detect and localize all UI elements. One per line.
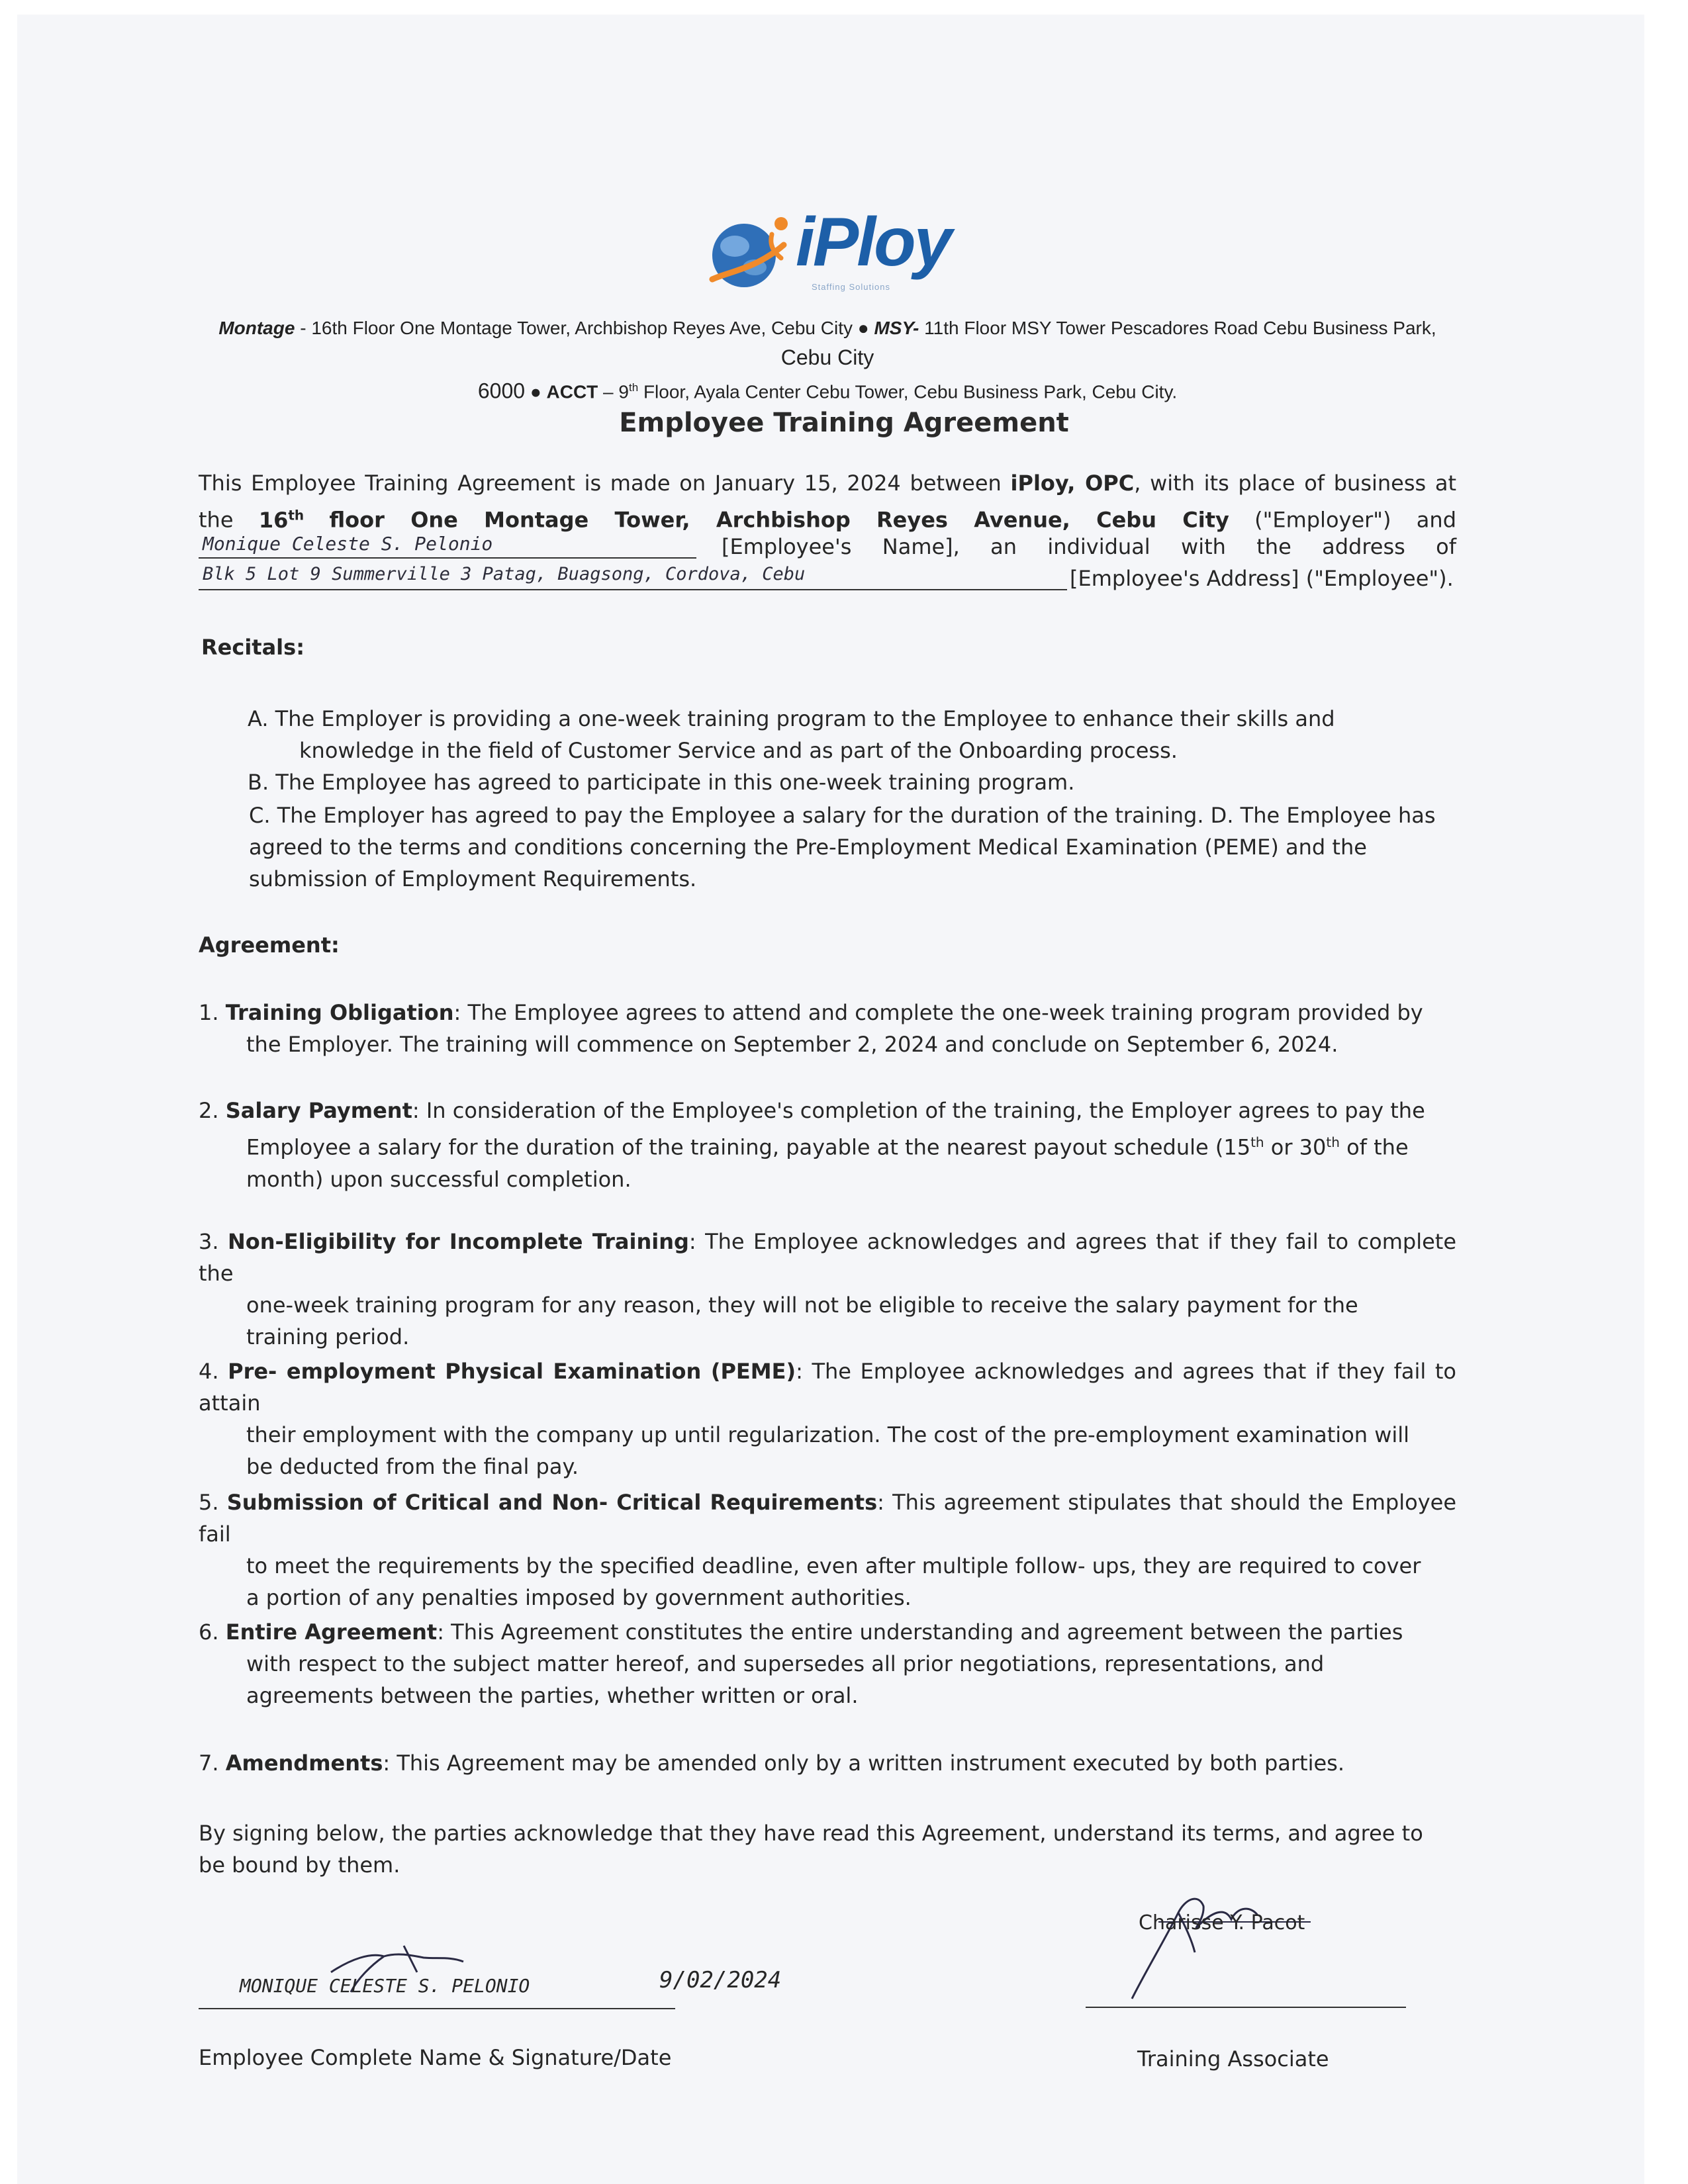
item-title: Amendments xyxy=(225,1751,383,1776)
employee-signature-line xyxy=(199,2008,675,2009)
item-number: 1. xyxy=(199,1000,226,1025)
item-continuation: or 30 xyxy=(1264,1134,1327,1160)
intro-floor-sup: th xyxy=(288,507,305,523)
item-text: : The Employee acknowledges and agrees that if they fail to complete the xyxy=(199,1229,1457,1286)
item-continuation: their employment with the company up until regularization. The cost of the pre-employment examination will xyxy=(246,1422,1410,1447)
recital-b: B. The Employee has agreed to participate in this one-week training program. xyxy=(248,770,1075,795)
item-continuation: to meet the requirements by the specified deadline, even after multiple follow- ups, they are required to cover xyxy=(246,1553,1421,1578)
recital-c-1: C. The Employer has agreed to pay the Employee a salary for the duration of the training. D. The Employee has xyxy=(249,803,1436,828)
intro-employer-name: iPloy, OPC xyxy=(1010,471,1135,496)
recital-c-3: submission of Employment Requirements. xyxy=(249,866,697,891)
employee-address-handwritten: Blk 5 Lot 9 Summerville 3 Patag, Buagsong, Cordova, Cebu xyxy=(203,564,806,584)
address-acct-text-2: Floor, Ayala Center Cebu Tower, Cebu Business Park, Cebu City. xyxy=(638,381,1178,402)
recital-a-1: A. The Employer is providing a one-week training program to the Employee to enhance their skills and xyxy=(248,706,1335,731)
item-title: Submission of Critical and Non- Critical Requirements xyxy=(226,1490,878,1515)
item-number: 6. xyxy=(199,1619,226,1645)
agreement-heading: Agreement: xyxy=(199,933,340,958)
item-number: 3. xyxy=(199,1229,228,1254)
intro-text-c: , with its place of business at xyxy=(1134,471,1457,496)
address-acct-label: ACCT xyxy=(546,381,598,402)
employee-address-line xyxy=(199,589,1067,590)
address-acct-text-1: – 9 xyxy=(598,381,629,402)
item-continuation: one-week training program for any reason, they will not be eligible to receive the salary payment for the xyxy=(246,1293,1358,1318)
address-acct-sup: th xyxy=(628,381,639,394)
associate-signature-scribble xyxy=(1119,1886,1317,2005)
employee-name-signature: MONIQUE CELESTE S. PELONIO xyxy=(240,1975,530,1997)
item-continuation: training period. xyxy=(246,1324,410,1349)
item-title: Entire Agreement xyxy=(225,1619,438,1645)
item-continuation: a portion of any penalties imposed by government authorities. xyxy=(246,1585,912,1610)
logo-wordmark: iPloy xyxy=(796,204,951,281)
document-title: Employee Training Agreement xyxy=(619,408,1069,438)
item-number: 5. xyxy=(199,1490,227,1515)
address-msy-text: 11th Floor MSY Tower Pescadores Road Cebu Business Park, xyxy=(919,318,1436,338)
item-continuation: the Employer. The training will commence on September 2, 2024 and conclude on September 6, 2024. xyxy=(246,1032,1338,1057)
item-text: : This Agreement may be amended only by a written instrument executed by both parties. xyxy=(383,1751,1344,1776)
item-continuation: Employee a salary for the duration of the training, payable at the nearest payout schedule (15 xyxy=(246,1134,1251,1160)
intro-text-a: This Employee Training Agreement is made on January 15, 2024 between xyxy=(199,471,1011,496)
item-text: : The Employee agrees to attend and complete the one-week training program provided by xyxy=(453,1000,1423,1025)
intro-line-1 xyxy=(199,467,1456,499)
item-title: Salary Payment xyxy=(225,1098,412,1123)
employee-name-handwritten: Monique Celeste S. Pelonio xyxy=(203,533,493,555)
company-logo xyxy=(703,205,968,298)
closing-line-2: be bound by them. xyxy=(199,1852,400,1878)
agreement-item-4 xyxy=(199,1355,1456,1482)
agreement-item-3 xyxy=(199,1226,1456,1353)
item-continuation: with respect to the subject matter hereof, and supersedes all prior negotiations, representations, and xyxy=(246,1651,1325,1676)
intro-the: the xyxy=(199,507,234,533)
intro-employer-address: floor One Montage Tower, Archbishop Reyes Avenue, Cebu City xyxy=(329,507,1229,533)
address-montage-label: Montage xyxy=(218,318,295,338)
intro-line-3: [Employee's Name], an individual with the address of xyxy=(722,534,1456,559)
item-continuation: month) upon successful completion. xyxy=(246,1166,632,1192)
bullet-icon: ● xyxy=(530,381,541,402)
intro-floor-number: 16 xyxy=(258,507,289,533)
address-msy-label: MSY- xyxy=(874,318,919,338)
item-title: Non-Eligibility for Incomplete Training xyxy=(227,1229,689,1254)
item-sup: th xyxy=(1250,1134,1264,1150)
address-zip: 6000 xyxy=(477,379,526,403)
item-title: Pre- employment Physical Examination (PEME) xyxy=(228,1359,796,1384)
agreement-item-7 xyxy=(199,1747,1456,1779)
closing-line-1: By signing below, the parties acknowledge that they have read this Agreement, understand its terms, and agree to xyxy=(199,1821,1423,1846)
associate-signature-caption: Training Associate xyxy=(1137,2046,1329,2071)
item-number: 2. xyxy=(199,1098,226,1123)
item-number: 4. xyxy=(199,1359,228,1384)
item-continuation: of the xyxy=(1339,1134,1409,1160)
item-text: : The Employee acknowledges and agrees that if they fail to attain xyxy=(199,1359,1457,1416)
item-sup: th xyxy=(1326,1134,1340,1150)
address-city: Cebu City xyxy=(780,345,874,369)
logo-tagline: Staffing Solutions xyxy=(812,282,890,292)
agreement-item-2 xyxy=(199,1095,1456,1195)
item-title: Training Obligation xyxy=(225,1000,454,1025)
agreement-item-6 xyxy=(199,1616,1456,1711)
employee-signature-date: 9/02/2024 xyxy=(659,1967,782,1993)
item-number: 7. xyxy=(199,1751,226,1776)
bullet-icon: ● xyxy=(857,318,869,338)
item-text: : This Agreement constitutes the entire understanding and agreement between the parties xyxy=(437,1619,1403,1645)
item-text: : In consideration of the Employee's completion of the training, the Employer agrees to pay the xyxy=(412,1098,1425,1123)
address-montage-text: - 16th Floor One Montage Tower, Archbishop Reyes Ave, Cebu City xyxy=(295,318,858,338)
recital-c-2: agreed to the terms and conditions concerning the Pre-Employment Medical Examination (PEME) and the xyxy=(249,835,1367,860)
employee-signature-caption: Employee Complete Name & Signature/Date xyxy=(199,2045,672,2070)
company-address xyxy=(199,314,1456,406)
intro-line-4: [Employee's Address] ("Employee"). xyxy=(1070,566,1454,591)
recitals-heading: Recitals: xyxy=(201,635,305,660)
recital-a-2: knowledge in the field of Customer Service and as part of the Onboarding process. xyxy=(299,738,1178,763)
associate-name: Charisse Y. Pacot xyxy=(1139,1911,1305,1934)
intro-employer-tag: ("Employer") and xyxy=(1254,507,1456,533)
item-continuation: agreements between the parties, whether written or oral. xyxy=(246,1683,859,1708)
associate-signature-line xyxy=(1086,2007,1406,2008)
globe-icon xyxy=(703,205,802,298)
agreement-item-5 xyxy=(199,1486,1456,1614)
item-continuation: be deducted from the final pay. xyxy=(246,1454,579,1479)
item-text: : This agreement stipulates that should the Employee fail xyxy=(199,1490,1457,1547)
agreement-item-1 xyxy=(199,997,1456,1060)
